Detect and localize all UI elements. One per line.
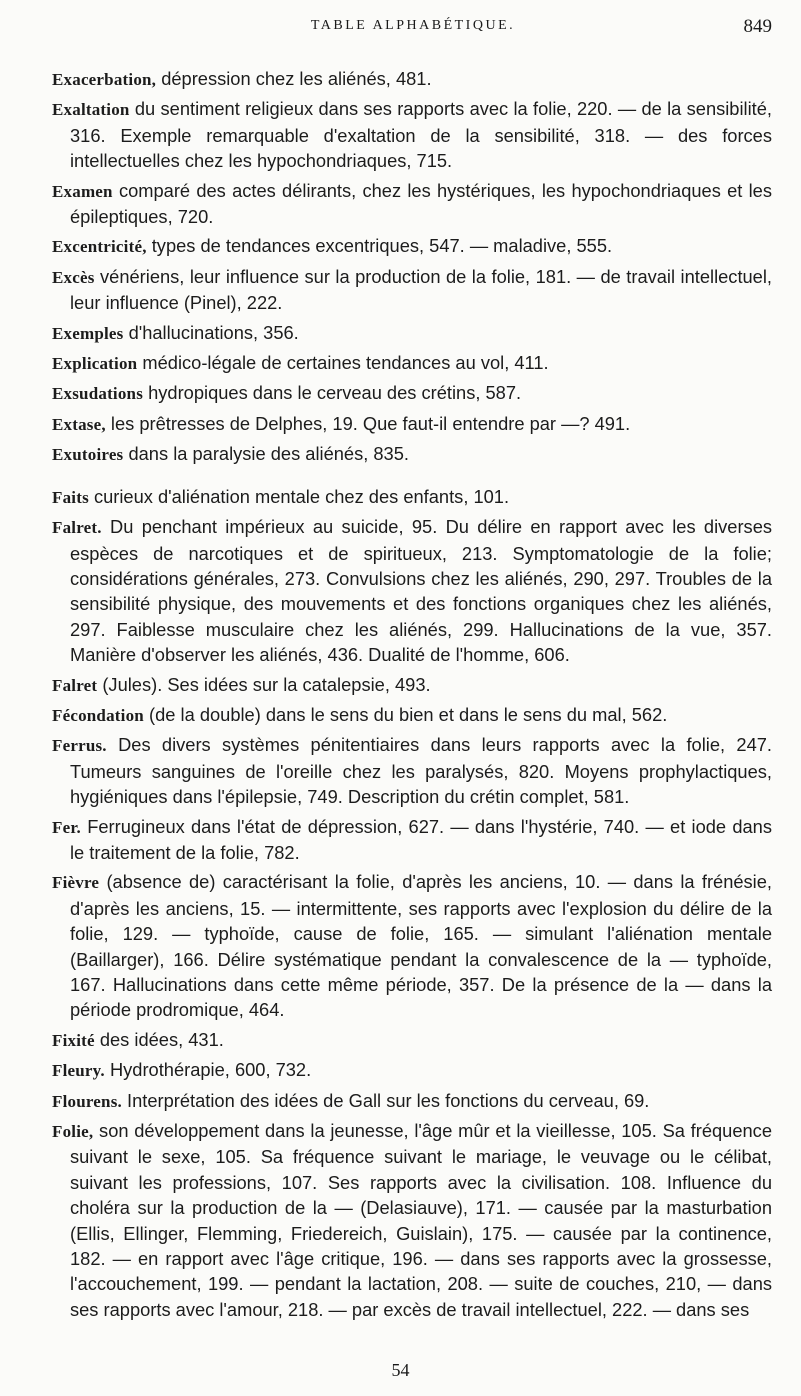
index-entry-exsudations	[52, 380, 772, 406]
entry-text: Hydrothérapie, 600, 732.	[104, 1059, 312, 1081]
entry-text: Interprétation des idées de Gall sur les fonctions du cerveau, 69.	[121, 1089, 650, 1111]
entry-text: les prêtresses de Delphes, 19. Que faut-il entendre par —? 491.	[105, 412, 631, 434]
entry-text: hydropiques dans le cerveau des crétins, 587.	[143, 382, 522, 404]
entry-text: curieux d'aliénation mentale chez des enfants, 101.	[88, 485, 510, 507]
entry-text: médico-légale de certaines tendances au vol, 411.	[137, 352, 549, 374]
entry-headword: Exemples	[52, 323, 124, 343]
index-entry-fecondation	[52, 702, 772, 728]
entry-headword: Excès	[52, 267, 95, 287]
entry-text: (absence de) caractérisant la folie, d'après les anciens, 10. — dans la frénésie, d'après les anciens, 15. — intermittente, ses rapports avec l'explosion du délire de la folie, 129. — typhoïde, cause de folie, 165. — simulant l'aliénation mentale (Baillarger), 166. Délire systématique pendant la convalescence de la — typhoïde, 167. Hallucinations dans cette même période, 357. De la présence de la — dans la période prodromique, 464.	[70, 871, 772, 1021]
entry-text: (de la double) dans le sens du bien et dans le sens du mal, 562.	[143, 703, 668, 725]
index-entry-exces	[52, 264, 772, 316]
entry-headword: Faits	[52, 487, 89, 507]
entry-headword: Folie,	[52, 1122, 94, 1142]
entry-headword: Fécondation	[52, 705, 144, 725]
entry-headword: Explication	[52, 354, 138, 374]
entry-text: dans la paralysie des aliénés, 835.	[123, 443, 409, 465]
index-entry-fixite	[52, 1027, 772, 1053]
entry-headword: Falret	[52, 675, 98, 695]
entry-headword: Ferrus.	[52, 736, 107, 756]
entry-headword: Fer.	[52, 817, 81, 837]
entry-headword: Fixité	[52, 1030, 95, 1050]
entry-headword: Exaltation	[52, 100, 130, 120]
entry-text: son développement dans la jeunesse, l'âge mûr et la vieillesse, 105. Sa fréquence suivant le sexe, 105. Sa fréquence suivant le mariage, le veuvage ou le célibat, suivant les professions, 107. Ses rapports avec la civilisation. 108. Influence du choléra sur la production de la — (Delasiauve), 171. — causée par la masturbation (Ellis, Ellinger, Flemming, Friedereich, Guislain), 175. — causée par la continence, 182. — en rapport avec l'âge critique, 196. — dans ses rapports avec la grossesse, l'accouchement, 199. — pendant la lactation, 208. — suite de couches, 210, — dans ses rapports avec l'amour, 218. — par excès de travail intellectuel, 222. — dans ses	[70, 1120, 772, 1320]
entry-text: des idées, 431.	[94, 1028, 224, 1050]
entry-text: types de tendances excentriques, 547. — maladive, 555.	[146, 235, 613, 257]
page-number: 849	[743, 16, 772, 37]
index-entry-exaltation	[52, 96, 772, 173]
index-entry-falret-jules	[52, 672, 772, 698]
index-entry-fer	[52, 814, 772, 866]
entry-headword: Flourens.	[52, 1091, 122, 1111]
index-entry-exutoires	[52, 441, 772, 467]
index-entry-exemples	[52, 320, 772, 346]
index-entry-flourens	[52, 1088, 772, 1114]
entry-headword: Excentricité,	[52, 237, 147, 257]
entry-text: du sentiment religieux dans ses rapports avec la folie, 220. — de la sensibilité, 316. Exemple remarquable d'exaltation de la sensibilité, 318. — des forces intellectuelles chez les hypochondriaques, 715.	[70, 98, 772, 172]
entry-headword: Fièvre	[52, 873, 100, 893]
entry-text: comparé des actes délirants, chez les hystériques, les hypochondriaques et les épileptiques, 720.	[70, 179, 772, 228]
entry-text: vénériens, leur influence sur la production de la folie, 181. — de travail intellectuel, leur influence (Pinel), 222.	[70, 265, 772, 314]
entry-headword: Extase,	[52, 414, 106, 434]
index-entry-explication	[52, 350, 772, 376]
signature-mark: 54	[391, 1360, 410, 1380]
entry-headword: Exsudations	[52, 384, 144, 404]
entry-headword: Exacerbation,	[52, 70, 157, 89]
index-entry-extase	[52, 411, 772, 437]
index-entry-examen	[52, 178, 772, 230]
entry-headword: Fleury.	[52, 1061, 105, 1081]
index-entry-excentricite	[52, 233, 772, 259]
entry-text: dépression chez les aliénés, 481.	[156, 68, 432, 89]
entry-headword: Exutoires	[52, 445, 124, 465]
entry-text: d'hallucinations, 356.	[123, 321, 299, 343]
running-title: TABLE ALPHABÉTIQUE.	[310, 18, 516, 33]
index-entry-fleury	[52, 1057, 772, 1083]
page-header	[52, 16, 774, 50]
entry-text: Du penchant impérieux au suicide, 95. Du délire en rapport avec les diverses espèces de narcotiques et de spiritueux, 213. Symptomatologie de la folie; considérations générales, 273. Convulsions chez les aliénés, 290, 297. Troubles de la sensibilité physique, des mouvements et des fonctions organiques chez les aliénés, 297. Faiblesse musculaire chez les aliénés, 299. Hallucinations de la vue, 357. Manière d'observer les aliénés, 436. Dualité de l'homme, 606.	[70, 516, 772, 666]
entry-text: Ferrugineux dans l'état de dépression, 627. — dans l'hystérie, 740. — et iode dans le traitement de la folie, 782.	[70, 815, 772, 863]
entry-headword: Examen	[52, 181, 113, 201]
entry-headword: Falret.	[52, 518, 102, 538]
index-entry-exacerbation	[52, 66, 772, 92]
index-entry-folie	[52, 1118, 772, 1322]
entry-text: Des divers systèmes pénitentiaires dans leurs rapports avec la folie, 247. Tumeurs sanguines de l'oreille chez les paralysés, 820. Moyens prophylactiques, hygiéniques dans l'épilepsie, 749. Description du crétin complet, 581.	[70, 734, 772, 808]
entry-text: (Jules). Ses idées sur la catalepsie, 493.	[97, 673, 431, 695]
index-entry-ferrus	[52, 732, 772, 809]
index-entries	[52, 66, 772, 1326]
index-entry-fievre	[52, 869, 772, 1022]
index-entry-falret	[52, 514, 772, 667]
index-entry-faits	[52, 484, 772, 510]
